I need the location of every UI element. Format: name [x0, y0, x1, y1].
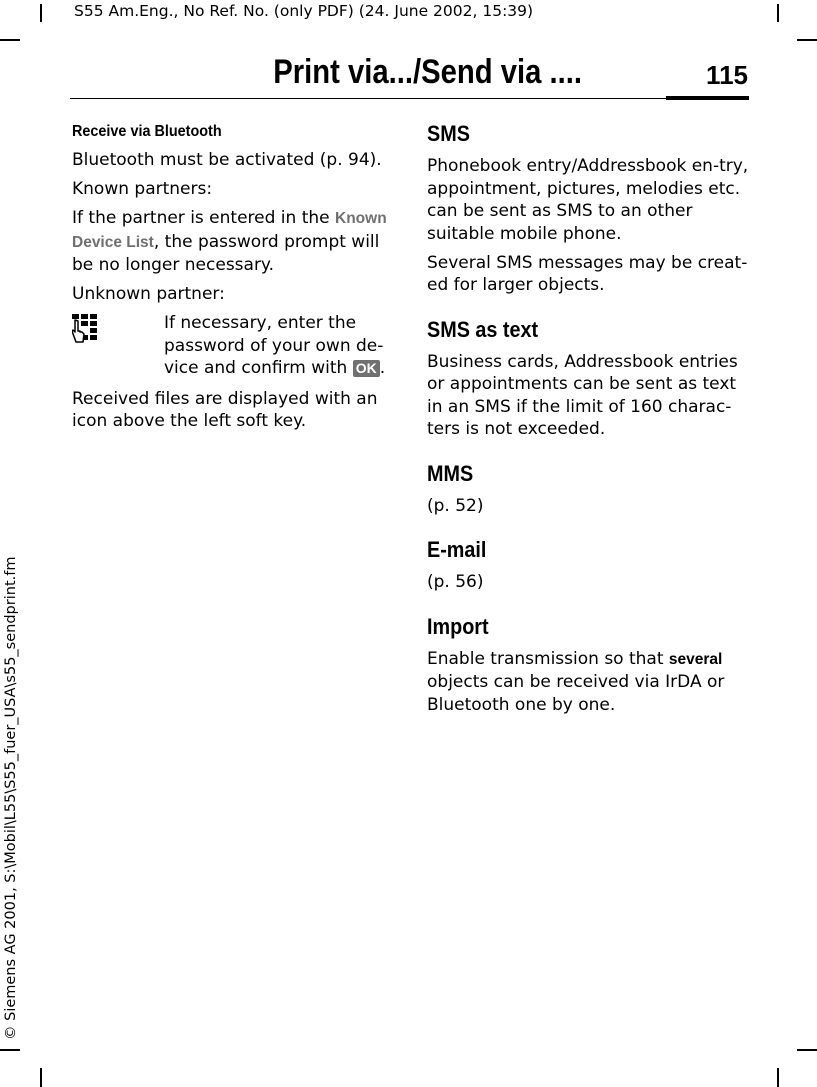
section-heading-receive-bluetooth: Receive via Bluetooth [72, 123, 222, 140]
paragraph: Several SMS messages may be creat-ed for larger objects. [427, 252, 748, 295]
paragraph: Bluetooth must be activated (p. 94). [72, 150, 382, 170]
crop-mark [777, 4, 779, 22]
paragraph: Business cards, Addressbook entries or appointments can be sent as text in an SMS if the limit of 160 charac-ters is not exceeded. [427, 351, 738, 439]
right-column [427, 119, 749, 723]
crop-mark [797, 39, 817, 41]
crop-mark [40, 1068, 42, 1087]
crop-mark [797, 1049, 817, 1051]
paragraph: (p. 52) [427, 495, 484, 516]
section-heading-import: Import [427, 613, 489, 639]
paragraph: Enable transmission so that several objects can be received via IrDA or Bluetooth one by one. [427, 648, 725, 715]
section-heading-sms-as-text: SMS as text [427, 316, 539, 342]
paragraph: If the partner is entered in the Known Device List, the password prompt will be no longer necessary. [72, 208, 387, 275]
paragraph: Unknown partner: [72, 284, 225, 304]
paragraph: (p. 56) [427, 572, 484, 592]
page-number: 115 [706, 60, 748, 90]
crop-mark [0, 1049, 20, 1051]
left-column [72, 119, 394, 439]
paragraph: Known partners: [72, 179, 213, 199]
sidebar-copyright: © Siemens AG 2001, S:\Mobil\L55\S55_fuer_USA\s55_sendprint.fm [3, 556, 19, 1040]
crop-mark [777, 1068, 779, 1087]
page-number-rule [666, 96, 749, 100]
section-heading-mms: MMS [427, 460, 474, 486]
instruction-step: If necessary, enter the password of your own de-vice and confirm with OK . [72, 312, 394, 380]
keypad-icon [72, 314, 112, 352]
paragraph: Received files are displayed with an icon above the left soft key. [72, 388, 378, 431]
emphasis-several: several [668, 650, 723, 668]
header-rule [70, 98, 666, 99]
known-device-list-ref: Known Device List [72, 210, 387, 251]
document-meta: S55 Am.Eng., No Ref. No. (only PDF) (24. June 2002, 15:39) [74, 2, 534, 20]
crop-mark [0, 39, 20, 41]
section-heading-email: E-mail [427, 537, 487, 562]
ok-softkey: OK [353, 360, 380, 377]
page-title: Print via.../Send via .... [273, 53, 582, 91]
paragraph: Phonebook entry/Addressbook en-try, appointment, pictures, melodies etc. can be sent as SMS to an other suitable mobile phone. [427, 156, 749, 244]
crop-mark [40, 4, 42, 22]
section-heading-sms: SMS [427, 121, 470, 146]
